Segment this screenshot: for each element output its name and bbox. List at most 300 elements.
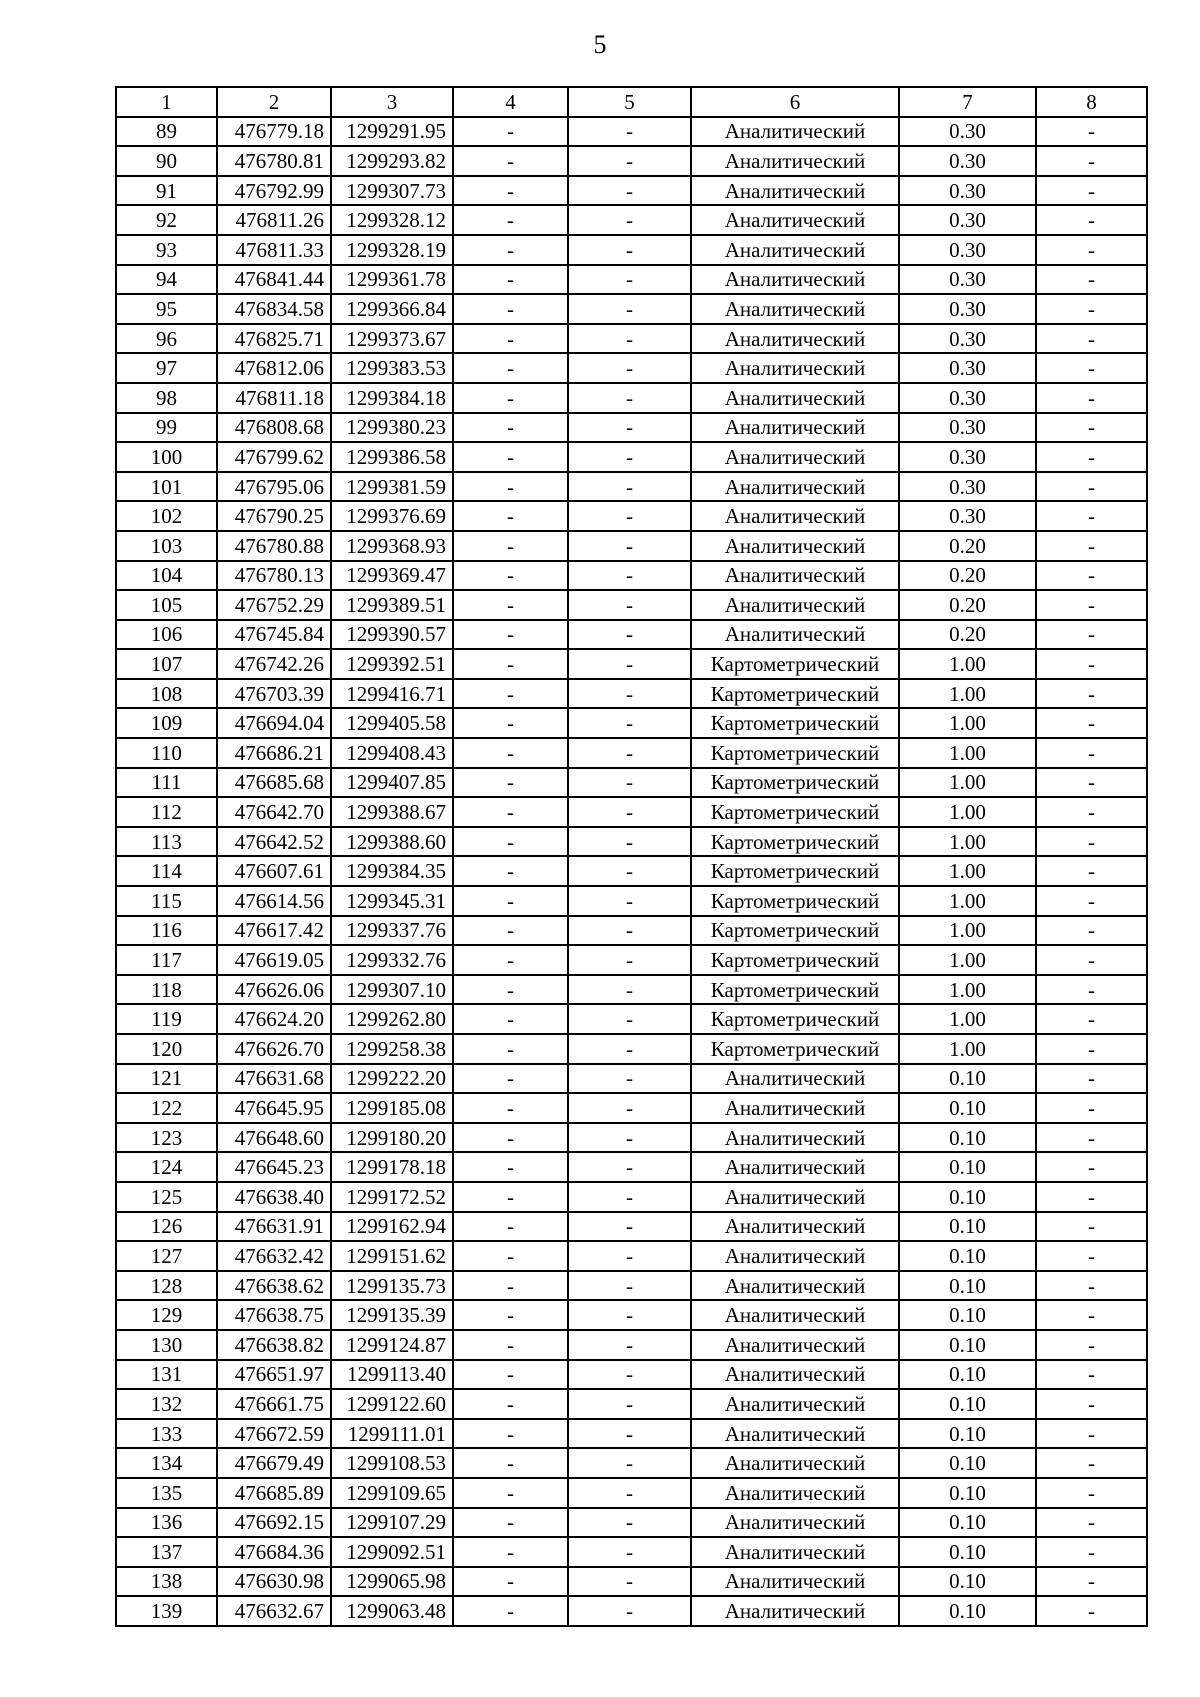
method-cell: Аналитический — [691, 235, 899, 265]
col-5-cell: - — [568, 975, 691, 1005]
y-coordinate-cell: 1299122.60 — [331, 1389, 453, 1419]
col-4-cell: - — [453, 1508, 568, 1538]
col-8-cell: - — [1036, 442, 1147, 472]
x-coordinate-cell: 476638.40 — [217, 1182, 331, 1212]
col-8-cell: - — [1036, 1241, 1147, 1271]
table-row — [116, 1360, 1147, 1390]
point-number-cell: 114 — [116, 856, 217, 886]
col-4-cell: - — [453, 146, 568, 176]
y-coordinate-cell: 1299307.10 — [331, 975, 453, 1005]
point-number-cell: 132 — [116, 1389, 217, 1419]
method-cell: Картометрический — [691, 1004, 899, 1034]
col-8-cell: - — [1036, 856, 1147, 886]
y-coordinate-cell: 1299307.73 — [331, 176, 453, 206]
y-coordinate-cell: 1299392.51 — [331, 649, 453, 679]
col-4-cell: - — [453, 413, 568, 443]
point-number-cell: 117 — [116, 945, 217, 975]
accuracy-cell: 0.10 — [899, 1212, 1036, 1242]
col-8-cell: - — [1036, 1182, 1147, 1212]
point-number-cell: 89 — [116, 117, 217, 147]
y-coordinate-cell: 1299092.51 — [331, 1537, 453, 1567]
col-8-cell: - — [1036, 827, 1147, 857]
col-5-cell: - — [568, 1448, 691, 1478]
col-5-cell: - — [568, 1093, 691, 1123]
x-coordinate-cell: 476779.18 — [217, 117, 331, 147]
y-coordinate-cell: 1299180.20 — [331, 1123, 453, 1153]
x-coordinate-cell: 476661.75 — [217, 1389, 331, 1419]
col-4-cell: - — [453, 620, 568, 650]
col-8-cell: - — [1036, 117, 1147, 147]
method-cell: Аналитический — [691, 472, 899, 502]
method-cell: Аналитический — [691, 324, 899, 354]
method-cell: Аналитический — [691, 176, 899, 206]
col-8-cell: - — [1036, 1064, 1147, 1094]
x-coordinate-cell: 476811.33 — [217, 235, 331, 265]
table-row — [116, 1448, 1147, 1478]
header-cell: 2 — [217, 87, 331, 117]
col-4-cell: - — [453, 561, 568, 591]
col-5-cell: - — [568, 827, 691, 857]
col-5-cell: - — [568, 146, 691, 176]
accuracy-cell: 1.00 — [899, 649, 1036, 679]
method-cell: Аналитический — [691, 1596, 899, 1626]
table-row — [116, 265, 1147, 295]
x-coordinate-cell: 476812.06 — [217, 353, 331, 383]
x-coordinate-cell: 476684.36 — [217, 1537, 331, 1567]
table-row — [116, 738, 1147, 768]
x-coordinate-cell: 476745.84 — [217, 620, 331, 650]
method-cell: Картометрический — [691, 827, 899, 857]
col-5-cell: - — [568, 531, 691, 561]
col-5-cell: - — [568, 1123, 691, 1153]
col-8-cell: - — [1036, 1123, 1147, 1153]
col-8-cell: - — [1036, 1212, 1147, 1242]
table-row — [116, 856, 1147, 886]
col-4-cell: - — [453, 1537, 568, 1567]
method-cell: Картометрический — [691, 649, 899, 679]
col-4-cell: - — [453, 1152, 568, 1182]
accuracy-cell: 0.30 — [899, 294, 1036, 324]
point-number-cell: 90 — [116, 146, 217, 176]
method-cell: Аналитический — [691, 1567, 899, 1597]
method-cell: Аналитический — [691, 383, 899, 413]
x-coordinate-cell: 476841.44 — [217, 265, 331, 295]
method-cell: Аналитический — [691, 1271, 899, 1301]
col-5-cell: - — [568, 649, 691, 679]
y-coordinate-cell: 1299291.95 — [331, 117, 453, 147]
col-8-cell: - — [1036, 797, 1147, 827]
table-row — [116, 531, 1147, 561]
accuracy-cell: 0.30 — [899, 146, 1036, 176]
point-number-cell: 120 — [116, 1034, 217, 1064]
y-coordinate-cell: 1299111.01 — [331, 1419, 453, 1449]
y-coordinate-cell: 1299368.93 — [331, 531, 453, 561]
x-coordinate-cell: 476638.62 — [217, 1271, 331, 1301]
col-8-cell: - — [1036, 916, 1147, 946]
accuracy-cell: 0.30 — [899, 442, 1036, 472]
y-coordinate-cell: 1299135.73 — [331, 1271, 453, 1301]
x-coordinate-cell: 476648.60 — [217, 1123, 331, 1153]
accuracy-cell: 1.00 — [899, 1034, 1036, 1064]
col-5-cell: - — [568, 1004, 691, 1034]
accuracy-cell: 0.30 — [899, 265, 1036, 295]
y-coordinate-cell: 1299384.18 — [331, 383, 453, 413]
col-8-cell: - — [1036, 1419, 1147, 1449]
col-8-cell: - — [1036, 1567, 1147, 1597]
col-4-cell: - — [453, 442, 568, 472]
col-5-cell: - — [568, 1537, 691, 1567]
col-4-cell: - — [453, 1360, 568, 1390]
col-8-cell: - — [1036, 1034, 1147, 1064]
accuracy-cell: 0.30 — [899, 353, 1036, 383]
accuracy-cell: 0.10 — [899, 1567, 1036, 1597]
point-number-cell: 91 — [116, 176, 217, 206]
col-5-cell: - — [568, 708, 691, 738]
y-coordinate-cell: 1299222.20 — [331, 1064, 453, 1094]
x-coordinate-cell: 476638.82 — [217, 1330, 331, 1360]
table-row — [116, 1064, 1147, 1094]
table-row — [116, 708, 1147, 738]
y-coordinate-cell: 1299262.80 — [331, 1004, 453, 1034]
method-cell: Аналитический — [691, 1419, 899, 1449]
x-coordinate-cell: 476642.70 — [217, 797, 331, 827]
accuracy-cell: 0.10 — [899, 1152, 1036, 1182]
method-cell: Аналитический — [691, 1478, 899, 1508]
accuracy-cell: 0.10 — [899, 1478, 1036, 1508]
method-cell: Аналитический — [691, 561, 899, 591]
header-cell: 4 — [453, 87, 568, 117]
y-coordinate-cell: 1299373.67 — [331, 324, 453, 354]
point-number-cell: 101 — [116, 472, 217, 502]
method-cell: Аналитический — [691, 1300, 899, 1330]
col-5-cell: - — [568, 205, 691, 235]
col-4-cell: - — [453, 1300, 568, 1330]
col-4-cell: - — [453, 235, 568, 265]
accuracy-cell: 0.10 — [899, 1064, 1036, 1094]
x-coordinate-cell: 476607.61 — [217, 856, 331, 886]
col-4-cell: - — [453, 679, 568, 709]
method-cell: Аналитический — [691, 1537, 899, 1567]
point-number-cell: 133 — [116, 1419, 217, 1449]
accuracy-cell: 0.30 — [899, 324, 1036, 354]
x-coordinate-cell: 476645.95 — [217, 1093, 331, 1123]
point-number-cell: 126 — [116, 1212, 217, 1242]
col-8-cell: - — [1036, 1360, 1147, 1390]
point-number-cell: 137 — [116, 1537, 217, 1567]
col-5-cell: - — [568, 1419, 691, 1449]
accuracy-cell: 1.00 — [899, 827, 1036, 857]
col-8-cell: - — [1036, 1478, 1147, 1508]
col-8-cell: - — [1036, 531, 1147, 561]
method-cell: Картометрический — [691, 916, 899, 946]
method-cell: Аналитический — [691, 1064, 899, 1094]
col-8-cell: - — [1036, 1152, 1147, 1182]
col-4-cell: - — [453, 531, 568, 561]
col-5-cell: - — [568, 797, 691, 827]
x-coordinate-cell: 476645.23 — [217, 1152, 331, 1182]
col-4-cell: - — [453, 708, 568, 738]
col-4-cell: - — [453, 1241, 568, 1271]
y-coordinate-cell: 1299386.58 — [331, 442, 453, 472]
point-number-cell: 127 — [116, 1241, 217, 1271]
x-coordinate-cell: 476630.98 — [217, 1567, 331, 1597]
table-row — [116, 945, 1147, 975]
col-8-cell: - — [1036, 620, 1147, 650]
table-row — [116, 797, 1147, 827]
point-number-cell: 112 — [116, 797, 217, 827]
x-coordinate-cell: 476685.68 — [217, 768, 331, 798]
y-coordinate-cell: 1299107.29 — [331, 1508, 453, 1538]
accuracy-cell: 0.30 — [899, 205, 1036, 235]
col-4-cell: - — [453, 590, 568, 620]
col-5-cell: - — [568, 856, 691, 886]
col-4-cell: - — [453, 353, 568, 383]
x-coordinate-cell: 476642.52 — [217, 827, 331, 857]
y-coordinate-cell: 1299172.52 — [331, 1182, 453, 1212]
method-cell: Картометрический — [691, 856, 899, 886]
y-coordinate-cell: 1299065.98 — [331, 1567, 453, 1597]
y-coordinate-cell: 1299345.31 — [331, 886, 453, 916]
y-coordinate-cell: 1299407.85 — [331, 768, 453, 798]
table-row — [116, 561, 1147, 591]
col-4-cell: - — [453, 768, 568, 798]
table-row — [116, 1478, 1147, 1508]
col-8-cell: - — [1036, 649, 1147, 679]
y-coordinate-cell: 1299151.62 — [331, 1241, 453, 1271]
y-coordinate-cell: 1299109.65 — [331, 1478, 453, 1508]
col-4-cell: - — [453, 1093, 568, 1123]
accuracy-cell: 1.00 — [899, 738, 1036, 768]
point-number-cell: 123 — [116, 1123, 217, 1153]
col-4-cell: - — [453, 1389, 568, 1419]
col-8-cell: - — [1036, 1271, 1147, 1301]
table-header — [116, 87, 1147, 117]
accuracy-cell: 1.00 — [899, 679, 1036, 709]
accuracy-cell: 0.10 — [899, 1389, 1036, 1419]
x-coordinate-cell: 476692.15 — [217, 1508, 331, 1538]
table-row — [116, 1004, 1147, 1034]
point-number-cell: 116 — [116, 916, 217, 946]
table-row — [116, 590, 1147, 620]
point-number-cell: 94 — [116, 265, 217, 295]
x-coordinate-cell: 476780.88 — [217, 531, 331, 561]
accuracy-cell: 1.00 — [899, 886, 1036, 916]
y-coordinate-cell: 1299162.94 — [331, 1212, 453, 1242]
table-row — [116, 1330, 1147, 1360]
method-cell: Аналитический — [691, 1389, 899, 1419]
point-number-cell: 131 — [116, 1360, 217, 1390]
x-coordinate-cell: 476619.05 — [217, 945, 331, 975]
accuracy-cell: 0.20 — [899, 531, 1036, 561]
y-coordinate-cell: 1299332.76 — [331, 945, 453, 975]
accuracy-cell: 0.10 — [899, 1123, 1036, 1153]
col-8-cell: - — [1036, 738, 1147, 768]
table-row — [116, 413, 1147, 443]
accuracy-cell: 0.30 — [899, 501, 1036, 531]
method-cell: Аналитический — [691, 531, 899, 561]
col-5-cell: - — [568, 1567, 691, 1597]
table-row — [116, 768, 1147, 798]
accuracy-cell: 1.00 — [899, 975, 1036, 1005]
point-number-cell: 106 — [116, 620, 217, 650]
x-coordinate-cell: 476799.62 — [217, 442, 331, 472]
x-coordinate-cell: 476825.71 — [217, 324, 331, 354]
method-cell: Аналитический — [691, 413, 899, 443]
accuracy-cell: 0.10 — [899, 1360, 1036, 1390]
col-4-cell: - — [453, 1004, 568, 1034]
point-number-cell: 108 — [116, 679, 217, 709]
x-coordinate-cell: 476703.39 — [217, 679, 331, 709]
x-coordinate-cell: 476811.18 — [217, 383, 331, 413]
x-coordinate-cell: 476624.20 — [217, 1004, 331, 1034]
y-coordinate-cell: 1299258.38 — [331, 1034, 453, 1064]
method-cell: Аналитический — [691, 1330, 899, 1360]
point-number-cell: 97 — [116, 353, 217, 383]
y-coordinate-cell: 1299389.51 — [331, 590, 453, 620]
table-row — [116, 1567, 1147, 1597]
method-cell: Аналитический — [691, 117, 899, 147]
col-5-cell: - — [568, 1508, 691, 1538]
x-coordinate-cell: 476792.99 — [217, 176, 331, 206]
method-cell: Аналитический — [691, 294, 899, 324]
col-5-cell: - — [568, 768, 691, 798]
x-coordinate-cell: 476672.59 — [217, 1419, 331, 1449]
header-cell: 5 — [568, 87, 691, 117]
col-5-cell: - — [568, 265, 691, 295]
accuracy-cell: 0.10 — [899, 1241, 1036, 1271]
col-4-cell: - — [453, 827, 568, 857]
accuracy-cell: 1.00 — [899, 708, 1036, 738]
col-4-cell: - — [453, 324, 568, 354]
header-cell: 6 — [691, 87, 899, 117]
col-5-cell: - — [568, 1182, 691, 1212]
point-number-cell: 125 — [116, 1182, 217, 1212]
col-5-cell: - — [568, 117, 691, 147]
y-coordinate-cell: 1299185.08 — [331, 1093, 453, 1123]
col-5-cell: - — [568, 1330, 691, 1360]
col-5-cell: - — [568, 324, 691, 354]
y-coordinate-cell: 1299388.60 — [331, 827, 453, 857]
method-cell: Аналитический — [691, 265, 899, 295]
col-4-cell: - — [453, 294, 568, 324]
point-number-cell: 121 — [116, 1064, 217, 1094]
col-4-cell: - — [453, 176, 568, 206]
col-5-cell: - — [568, 561, 691, 591]
col-5-cell: - — [568, 945, 691, 975]
y-coordinate-cell: 1299366.84 — [331, 294, 453, 324]
col-4-cell: - — [453, 1212, 568, 1242]
y-coordinate-cell: 1299405.58 — [331, 708, 453, 738]
accuracy-cell: 1.00 — [899, 856, 1036, 886]
x-coordinate-cell: 476679.49 — [217, 1448, 331, 1478]
x-coordinate-cell: 476651.97 — [217, 1360, 331, 1390]
y-coordinate-cell: 1299408.43 — [331, 738, 453, 768]
col-4-cell: - — [453, 797, 568, 827]
table-row — [116, 117, 1147, 147]
table-row — [116, 383, 1147, 413]
accuracy-cell: 0.10 — [899, 1182, 1036, 1212]
col-8-cell: - — [1036, 1448, 1147, 1478]
x-coordinate-cell: 476626.06 — [217, 975, 331, 1005]
table-row — [116, 442, 1147, 472]
table-row — [116, 1034, 1147, 1064]
col-4-cell: - — [453, 975, 568, 1005]
table-row — [116, 1596, 1147, 1626]
col-4-cell: - — [453, 1448, 568, 1478]
col-5-cell: - — [568, 1389, 691, 1419]
col-8-cell: - — [1036, 353, 1147, 383]
col-8-cell: - — [1036, 679, 1147, 709]
col-5-cell: - — [568, 679, 691, 709]
method-cell: Картометрический — [691, 797, 899, 827]
accuracy-cell: 0.10 — [899, 1508, 1036, 1538]
header-cell: 1 — [116, 87, 217, 117]
method-cell: Картометрический — [691, 1034, 899, 1064]
col-5-cell: - — [568, 620, 691, 650]
coordinates-table — [115, 86, 1148, 1627]
table-row — [116, 649, 1147, 679]
method-cell: Картометрический — [691, 886, 899, 916]
point-number-cell: 95 — [116, 294, 217, 324]
point-number-cell: 100 — [116, 442, 217, 472]
col-8-cell: - — [1036, 1093, 1147, 1123]
point-number-cell: 104 — [116, 561, 217, 591]
table-row — [116, 235, 1147, 265]
table-row — [116, 324, 1147, 354]
col-4-cell: - — [453, 886, 568, 916]
y-coordinate-cell: 1299113.40 — [331, 1360, 453, 1390]
x-coordinate-cell: 476780.13 — [217, 561, 331, 591]
col-5-cell: - — [568, 590, 691, 620]
accuracy-cell: 0.10 — [899, 1537, 1036, 1567]
point-number-cell: 96 — [116, 324, 217, 354]
x-coordinate-cell: 476742.26 — [217, 649, 331, 679]
col-4-cell: - — [453, 1419, 568, 1449]
accuracy-cell: 0.20 — [899, 620, 1036, 650]
point-number-cell: 113 — [116, 827, 217, 857]
col-8-cell: - — [1036, 768, 1147, 798]
method-cell: Картометрический — [691, 679, 899, 709]
method-cell: Аналитический — [691, 620, 899, 650]
method-cell: Аналитический — [691, 1123, 899, 1153]
col-8-cell: - — [1036, 383, 1147, 413]
y-coordinate-cell: 1299369.47 — [331, 561, 453, 591]
method-cell: Аналитический — [691, 501, 899, 531]
x-coordinate-cell: 476811.26 — [217, 205, 331, 235]
x-coordinate-cell: 476790.25 — [217, 501, 331, 531]
accuracy-cell: 0.10 — [899, 1093, 1036, 1123]
col-5-cell: - — [568, 294, 691, 324]
method-cell: Аналитический — [691, 590, 899, 620]
accuracy-cell: 1.00 — [899, 797, 1036, 827]
col-5-cell: - — [568, 1212, 691, 1242]
y-coordinate-cell: 1299383.53 — [331, 353, 453, 383]
col-8-cell: - — [1036, 590, 1147, 620]
y-coordinate-cell: 1299384.35 — [331, 856, 453, 886]
header-cell: 7 — [899, 87, 1036, 117]
accuracy-cell: 1.00 — [899, 768, 1036, 798]
y-coordinate-cell: 1299376.69 — [331, 501, 453, 531]
col-8-cell: - — [1036, 205, 1147, 235]
y-coordinate-cell: 1299390.57 — [331, 620, 453, 650]
method-cell: Картометрический — [691, 975, 899, 1005]
method-cell: Аналитический — [691, 1182, 899, 1212]
col-8-cell: - — [1036, 1537, 1147, 1567]
table-row — [116, 146, 1147, 176]
method-cell: Картометрический — [691, 708, 899, 738]
col-8-cell: - — [1036, 472, 1147, 502]
point-number-cell: 98 — [116, 383, 217, 413]
